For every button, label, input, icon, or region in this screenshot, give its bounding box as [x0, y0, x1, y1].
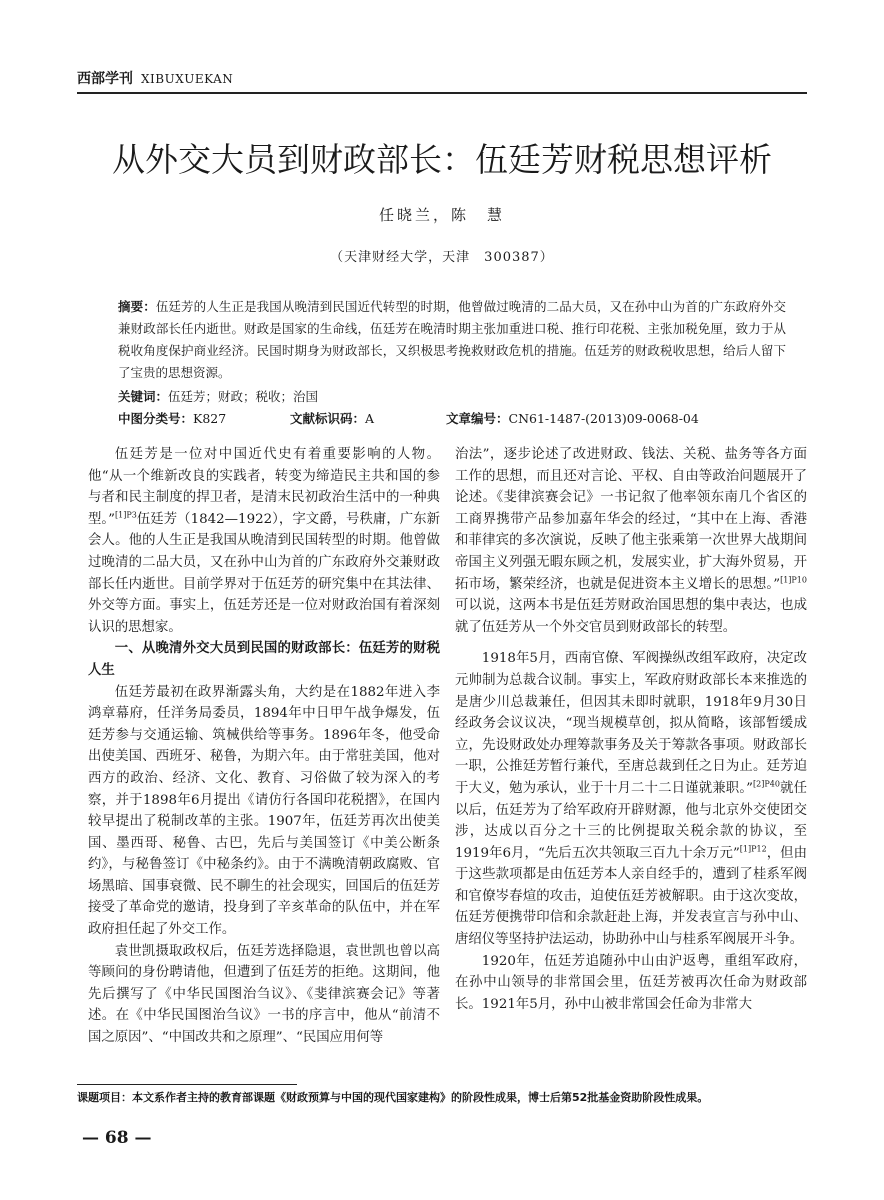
- section-heading: 一、从晚清外交大员到民国的财政部长：伍廷芳的财税人生: [88, 641, 440, 678]
- text-run: 治法”，逐步论述了改进财政、钱法、关税、盐务等各方面工作的思想，而且还对言论、平权、自由等政治问题展开了论述。《斐律滨赛会记》一书记叙了他率领东南几个省区的工商界携带产品参加嘉年华会的经过，“其中在上海、香港和菲律宾的多次演说，反映了他主张乘第一次世界大战期间帝国主义列强无暇东顾之机，发展实业，扩大海外贸易，开拓市场，繁荣经济，也就是促进资本主义增长的思想。”: [455, 447, 807, 592]
- document-code: [290, 408, 374, 430]
- abstract: [118, 296, 786, 384]
- doc-label: 文献标识码：: [290, 411, 366, 426]
- affiliation: （天津财经大学，天津 300387）: [330, 250, 554, 265]
- footnote: 课题项目：本文系作者主持的教育部课题《财政预算与中国的现代国家建构》的阶段性成果，博士后第52批基金资助阶段性成果。: [77, 1091, 709, 1104]
- left-column: [88, 444, 440, 1049]
- paragraph: [455, 648, 807, 950]
- journal-name-cn: 西部学刊: [77, 71, 133, 87]
- paragraph: 伍廷芳最初在政界渐露头角，大约是在1882年进入李鸿章幕府，任洋务局委员，1894年中日甲午战争爆发，伍廷芳参与交通运输、筑械供给等事务。1896年冬，他受命出使美国、西班牙、秘鲁，为期六年。由于常驻美国，他对西方的政治、经济、文化、教育、习俗做了较为深入的考察，并于1898年6月提出《请仿行各国印花税摺》，在国内较早提出了税制改革的主张。1907年，伍廷芳再次出使美国、墨西哥、秘鲁、古巴，先后与美国签订《中美公断条约》，与秘鲁签订《中秘条约》。由于不满晚清朝政腐败、官场黑暗、国事衰微、民不聊生的社会现实，回国后的伍廷芳接受了革命党的邀请，投身到了辛亥革命的队伍中，并在军政府担任起了外交工作。: [88, 684, 440, 938]
- keywords-text: 伍廷芳；财政；税收；治国: [168, 389, 319, 404]
- art-label: 文章编号：: [446, 411, 509, 426]
- article-title: 从外交大员到财政部长：伍廷芳财税思想评析: [112, 140, 772, 179]
- article-number: [446, 408, 699, 430]
- journal-name-en: XIBUXUEKAN: [141, 72, 234, 86]
- abstract-label: 摘要：: [118, 299, 156, 314]
- citation-ref: [1]P10: [780, 575, 807, 585]
- authors: 任晓兰，陈 慧: [378, 206, 505, 224]
- paragraph: [455, 444, 807, 638]
- footnote-rule: [77, 1084, 297, 1085]
- paragraph: 袁世凯摄取政权后，伍廷芳选择隐退，袁世凯也曾以高等顾问的身份聘请他，但遭到了伍廷芳的拒绝。这期间，他先后撰写了《中华民国图治刍议》、《斐律滨赛会记》等著述。在《中华民国图治刍议》一书的序言中，他从“前清不国之原因”、“中国改共和之原理”、“民国应用何等: [88, 943, 440, 1046]
- header-rule: [77, 92, 807, 94]
- text-run: 就任以后，伍廷芳为了给军政府开辟财源，他与北京外交使团交涉，达成以百分之十三的比例提取关税余款的协议，至1919年6月，“先后五次共领取三百九十余万元”: [455, 780, 807, 861]
- citation-ref: [1]P12: [739, 844, 767, 854]
- text-run: ，但由于这些款项都是由伍廷芳本人亲自经手的，遭到了桂系军阀和官僚岑春煊的攻击，迫使伍廷芳被解职。由于这次变故，伍廷芳便携带印信和余款赶赴上海，并发表宣言与孙中山、唐绍仪等坚持护法运动，协助孙中山与桂系军阀展开斗争。: [455, 845, 808, 948]
- paragraph: [88, 444, 440, 638]
- citation-ref: [1]P3: [115, 510, 137, 520]
- abstract-text: 伍廷芳的人生正是我国从晚清到民国近代转型的时期，他曾做过晚清的二品大员，又在孙中山为首的广东政府外交兼财政部长任内逝世。财政是国家的生命线，伍廷芳在晚清时期主张加重进口税、推行印花税、主张加税免厘，致力于从税收角度保护商业经济。民国时期身为财政部长，又织极思考挽救财政危机的措施。伍廷芳的财政税收思想，给后人留下了宝贵的思想资源。: [118, 299, 786, 380]
- clc-label: 中图分类号：: [118, 411, 194, 426]
- clc-value: K827: [193, 411, 227, 426]
- keywords: [118, 386, 786, 408]
- text-run: 伍廷芳（1842—1922），字文爵，号秩庸，广东新会人。他的人生正是我国从晚清到民国转型的时期。他曾做过晚清的二品大员，又在孙中山为首的广东政府外交兼财政部长任内逝世。目前学界对于伍廷芳的研究集中在其法律、外交等方面。事实上，伍廷芳还是一位对财政治国有着深刻认识的思想家。: [88, 511, 440, 635]
- doc-value: A: [365, 411, 375, 426]
- art-value: CN61-1487-(2013)09-0068-04: [508, 411, 699, 426]
- text-run: 可以说，这两本书是伍廷芳财政治国思想的集中表达，也成就了伍廷芳从一个外交官员到财政部长的转型。: [455, 598, 807, 635]
- running-header: [77, 68, 807, 90]
- keywords-label: 关键词：: [118, 389, 169, 404]
- clc-number: [118, 408, 226, 430]
- text-run: 1918年5月，西南官僚、军阀操纵改组军政府，决定改元帅制为总裁合议制。事实上，军政府财政部长本来推选的是唐少川总裁兼任，但因其未即时就职，1918年9月30日经政务会议议决，“现当规模草创，拟从简略，该部暂缓成立，先设财政处办理筹款事务及关于筹款各事项。财政部长一职，公推廷芳暂行兼代，至唐总裁到任之日为止。廷芳迫于大义，勉为承认，业于十月二十二日谨就兼职。”: [455, 651, 807, 796]
- page-number: — 68 —: [82, 1128, 152, 1148]
- citation-ref: [2]P40: [753, 779, 780, 789]
- paragraph: 1920年，伍廷芳追随孙中山由沪返粤，重组军政府，在孙中山领导的非常国会里，伍廷芳被再次任命为财政部长。1921年5月，孙中山被非常国会任命为非常大: [455, 953, 807, 1012]
- right-column: [455, 444, 807, 1015]
- text-run: 伍廷芳是一位对中国近代史有着重要影响的人物。他“从一个维新改良的实践者，转变为缔造民主共和国的参与者和民主制度的捍卫者，是清末民初政治生活中的一种典型。”: [88, 447, 440, 527]
